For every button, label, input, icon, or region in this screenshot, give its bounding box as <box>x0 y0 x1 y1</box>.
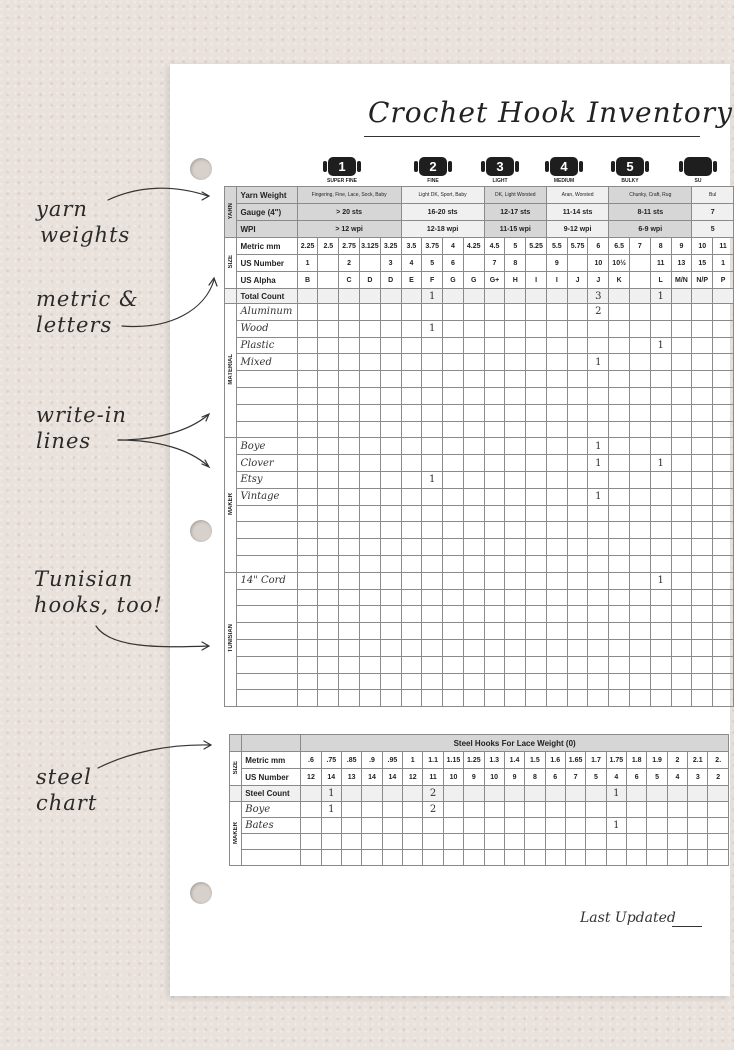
annotation-steel-chart: steel chart <box>36 765 98 815</box>
count-cell[interactable] <box>713 656 734 673</box>
count-cell[interactable] <box>708 850 729 866</box>
yarn-group-cell: 11-15 wpi <box>484 221 546 238</box>
count-cell[interactable] <box>713 606 734 623</box>
maker-name[interactable]: Boye <box>237 438 297 455</box>
count-cell[interactable]: 1 <box>650 337 671 354</box>
count-cell[interactable]: 1 <box>650 289 671 304</box>
yarn-group-cell: 7 <box>692 204 734 221</box>
count-cell[interactable] <box>713 673 734 690</box>
maker-name[interactable]: Clover <box>237 455 297 472</box>
count-cell[interactable]: 2 <box>423 802 443 818</box>
size-cell: K <box>609 272 630 289</box>
section-label-maker: MAKER <box>230 802 242 866</box>
size-cell: 12 <box>403 769 423 786</box>
size-cell: .95 <box>382 752 402 769</box>
material-name[interactable]: Aluminum <box>237 304 297 321</box>
count-cell[interactable]: 3 <box>588 289 609 304</box>
size-cell: 8 <box>650 238 671 255</box>
size-cell: 7 <box>565 769 585 786</box>
size-cell: G <box>463 272 484 289</box>
count-cell[interactable] <box>713 404 734 421</box>
size-cell: 6.5 <box>609 238 630 255</box>
section-label-size: SIZE <box>225 238 237 289</box>
size-cell: 3.75 <box>422 238 443 255</box>
size-cell: 14 <box>382 769 402 786</box>
size-cell: 6 <box>545 769 565 786</box>
size-cell: 7 <box>630 238 651 255</box>
size-cell: 9 <box>671 238 692 255</box>
yarn-group-cell: 12-18 wpi <box>401 221 484 238</box>
yarn-weight-icon-2: 2 FINE <box>413 157 453 184</box>
size-cell: 5.5 <box>546 238 567 255</box>
size-cell: I <box>526 272 547 289</box>
count-cell[interactable] <box>713 555 734 572</box>
size-cell: 2.5 <box>318 238 339 255</box>
size-cell: 10 <box>443 769 463 786</box>
size-cell: .85 <box>341 752 361 769</box>
count-cell[interactable] <box>713 639 734 656</box>
size-cell: I <box>546 272 567 289</box>
count-cell[interactable] <box>713 387 734 404</box>
yarn-group-cell: DK, Light Worsted <box>484 187 546 204</box>
size-cell: 7 <box>484 255 505 272</box>
size-cell: 2.1 <box>688 752 708 769</box>
count-cell[interactable]: 1 <box>422 471 443 488</box>
size-cell: 2.25 <box>297 238 318 255</box>
size-cell: J <box>588 272 609 289</box>
size-cell: 1.3 <box>484 752 504 769</box>
maker-name[interactable]: Bates <box>242 818 301 834</box>
tunisian-name[interactable]: 14" Cord <box>237 572 297 589</box>
annotation-tunisian: Tunisian hooks, too! <box>34 567 163 617</box>
size-cell: 11 <box>713 238 734 255</box>
count-cell[interactable] <box>713 289 734 304</box>
size-cell: 5.75 <box>567 238 588 255</box>
size-cell: D <box>380 272 401 289</box>
count-cell[interactable] <box>713 505 734 522</box>
count-cell[interactable] <box>713 304 734 321</box>
size-cell: 8 <box>525 769 545 786</box>
annotation-write-in-lines: write-in lines <box>36 403 127 453</box>
yarn-group-cell: > 20 sts <box>297 204 401 221</box>
material-name[interactable]: Plastic <box>237 337 297 354</box>
maker-name[interactable]: Boye <box>242 802 301 818</box>
count-cell[interactable]: 1 <box>588 438 609 455</box>
size-cell: D <box>359 272 380 289</box>
size-cell: 14 <box>362 769 382 786</box>
count-cell[interactable] <box>713 320 734 337</box>
count-cell[interactable] <box>713 337 734 354</box>
size-cell: J <box>567 272 588 289</box>
page-title: Crochet Hook Inventory <box>368 96 733 129</box>
size-cell: 4.5 <box>484 238 505 255</box>
size-cell: 9 <box>504 769 524 786</box>
size-cell: 1.8 <box>627 752 647 769</box>
size-cell: 5.25 <box>526 238 547 255</box>
size-cell: 1 <box>403 752 423 769</box>
size-cell: 1 <box>297 255 318 272</box>
maker-name[interactable]: Vintage <box>237 488 297 505</box>
count-cell[interactable]: 1 <box>650 455 671 472</box>
yarn-group-cell: 5 <box>692 221 734 238</box>
count-cell[interactable] <box>708 802 729 818</box>
size-cell: 12 <box>301 769 321 786</box>
row-label: WPI <box>237 221 297 238</box>
row-label: US Alpha <box>237 272 297 289</box>
size-cell: 4 <box>401 255 422 272</box>
count-cell[interactable]: 1 <box>606 786 626 802</box>
yarn-group-cell: 11-14 sts <box>546 204 608 221</box>
section-label-maker: MAKER <box>225 438 237 572</box>
size-cell: 13 <box>671 255 692 272</box>
size-cell: 11 <box>423 769 443 786</box>
size-cell: 1.75 <box>606 752 626 769</box>
size-cell: 4 <box>667 769 687 786</box>
size-cell: 11 <box>650 255 671 272</box>
size-cell: 5 <box>422 255 443 272</box>
yarn-weight-icon-3: 3 LIGHT <box>480 157 520 184</box>
yarn-weight-icon-5: 5 BULKY <box>610 157 650 184</box>
row-label: Metric mm <box>242 752 301 769</box>
row-label: Total Count <box>237 289 297 304</box>
count-cell[interactable]: 2 <box>588 304 609 321</box>
count-cell[interactable] <box>708 818 729 834</box>
count-cell[interactable] <box>713 488 734 505</box>
yarn-group-cell: 9-12 wpi <box>546 221 608 238</box>
annotation-metric-letters: metric & letters <box>36 287 139 337</box>
count-cell[interactable] <box>713 690 734 707</box>
count-cell[interactable] <box>708 834 729 850</box>
size-cell: 1.5 <box>525 752 545 769</box>
count-cell[interactable]: 1 <box>606 818 626 834</box>
yarn-group-cell: > 12 wpi <box>297 221 401 238</box>
size-cell: 1.4 <box>504 752 524 769</box>
size-cell: 2 <box>667 752 687 769</box>
yarn-weight-icon-1: 1 SUPER FINE <box>326 159 357 184</box>
section-label-size: SIZE <box>230 752 242 786</box>
count-cell[interactable] <box>713 539 734 556</box>
yarn-weight-icon-6: SU <box>678 157 718 184</box>
count-cell[interactable]: 1 <box>422 320 443 337</box>
size-cell: 3 <box>380 255 401 272</box>
count-cell[interactable] <box>708 786 729 802</box>
size-cell: 3.5 <box>401 238 422 255</box>
section-label-tunisian: TUNISIAN <box>225 572 237 706</box>
section-label-yarn: YARN <box>225 187 237 238</box>
section-label-material: MATERIAL <box>225 304 237 438</box>
size-cell: 3.25 <box>380 238 401 255</box>
size-cell: 1 <box>713 255 734 272</box>
count-cell[interactable] <box>713 455 734 472</box>
yarn-group-cell: 16-20 sts <box>401 204 484 221</box>
size-cell: 2. <box>708 752 729 769</box>
size-cell: 1.6 <box>545 752 565 769</box>
row-label: US Number <box>237 255 297 272</box>
count-cell[interactable]: 2 <box>423 786 443 802</box>
size-cell: B <box>297 272 318 289</box>
size-cell: 1.15 <box>443 752 463 769</box>
size-cell: 6 <box>588 238 609 255</box>
count-cell[interactable] <box>713 572 734 589</box>
row-label: Steel Count <box>242 786 301 802</box>
count-cell[interactable] <box>713 354 734 371</box>
size-cell: 9 <box>464 769 484 786</box>
last-updated-label: Last Updated <box>580 910 676 926</box>
count-cell[interactable]: 1 <box>588 455 609 472</box>
size-cell: 1.7 <box>586 752 606 769</box>
size-cell: .75 <box>321 752 341 769</box>
yarn-group-cell: Fingering, Fine, Lace, Sock, Baby <box>297 187 401 204</box>
size-cell: 1.25 <box>464 752 484 769</box>
size-cell: .6 <box>301 752 321 769</box>
count-cell[interactable]: 1 <box>321 802 341 818</box>
size-cell: L <box>650 272 671 289</box>
material-name[interactable]: Wood <box>237 320 297 337</box>
count-cell[interactable] <box>713 623 734 640</box>
size-cell: E <box>401 272 422 289</box>
count-cell[interactable] <box>713 471 734 488</box>
size-cell: M/N <box>671 272 692 289</box>
size-cell: 10 <box>484 769 504 786</box>
count-cell[interactable]: 1 <box>588 354 609 371</box>
row-label: US Number <box>242 769 301 786</box>
row-label: Gauge (4") <box>237 204 297 221</box>
count-cell[interactable]: 1 <box>650 572 671 589</box>
size-cell: 5 <box>505 238 526 255</box>
row-label: Metric mm <box>237 238 297 255</box>
size-cell: G+ <box>484 272 505 289</box>
count-cell[interactable] <box>713 438 734 455</box>
size-cell: H <box>505 272 526 289</box>
size-cell: 1.9 <box>647 752 667 769</box>
count-cell[interactable]: 1 <box>588 488 609 505</box>
size-cell: 9 <box>546 255 567 272</box>
size-cell: 10 <box>588 255 609 272</box>
count-cell[interactable]: 1 <box>422 289 443 304</box>
count-cell[interactable] <box>713 589 734 606</box>
size-cell: 13 <box>341 769 361 786</box>
size-cell: 1.65 <box>565 752 585 769</box>
size-cell: P <box>713 272 734 289</box>
size-cell: 2 <box>708 769 729 786</box>
annotation-yarn-weights: yarn weights <box>36 197 131 247</box>
size-cell: 5 <box>586 769 606 786</box>
size-cell: 10½ <box>609 255 630 272</box>
size-cell: 2 <box>339 255 360 272</box>
size-cell: 10 <box>692 238 713 255</box>
maker-name[interactable]: Etsy <box>237 471 297 488</box>
yarn-group-cell: 8-11 sts <box>609 204 692 221</box>
size-cell: C <box>339 272 360 289</box>
yarn-group-cell: Bul <box>692 187 734 204</box>
size-cell: 2.75 <box>339 238 360 255</box>
count-cell[interactable]: 1 <box>321 786 341 802</box>
yarn-weight-icon-4: 4 MEDIUM <box>544 157 584 184</box>
size-cell: 3.125 <box>359 238 380 255</box>
size-cell: 15 <box>692 255 713 272</box>
size-cell: N/P <box>692 272 713 289</box>
size-cell: 3 <box>688 769 708 786</box>
size-cell: 14 <box>321 769 341 786</box>
size-cell: 5 <box>647 769 667 786</box>
steel-title: Steel Hooks For Lace Weight (0) <box>301 735 729 752</box>
count-cell[interactable] <box>713 522 734 539</box>
material-name[interactable]: Mixed <box>237 354 297 371</box>
count-cell[interactable] <box>713 371 734 388</box>
size-cell: 6 <box>627 769 647 786</box>
row-label: Yarn Weight <box>237 187 297 204</box>
size-cell: 6 <box>443 255 464 272</box>
count-cell[interactable] <box>713 421 734 438</box>
size-cell: 4 <box>606 769 626 786</box>
yarn-group-cell: Light DK, Sport, Baby <box>401 187 484 204</box>
yarn-group-cell: 6-9 wpi <box>609 221 692 238</box>
size-cell: 1.1 <box>423 752 443 769</box>
yarn-group-cell: 12-17 sts <box>484 204 546 221</box>
yarn-group-cell: Aran, Worsted <box>546 187 608 204</box>
size-cell: 8 <box>505 255 526 272</box>
yarn-group-cell: Chunky, Craft, Rug <box>609 187 692 204</box>
size-cell: G <box>443 272 464 289</box>
size-cell: F <box>422 272 443 289</box>
size-cell: 4.25 <box>463 238 484 255</box>
size-cell: .9 <box>362 752 382 769</box>
size-cell: 4 <box>443 238 464 255</box>
